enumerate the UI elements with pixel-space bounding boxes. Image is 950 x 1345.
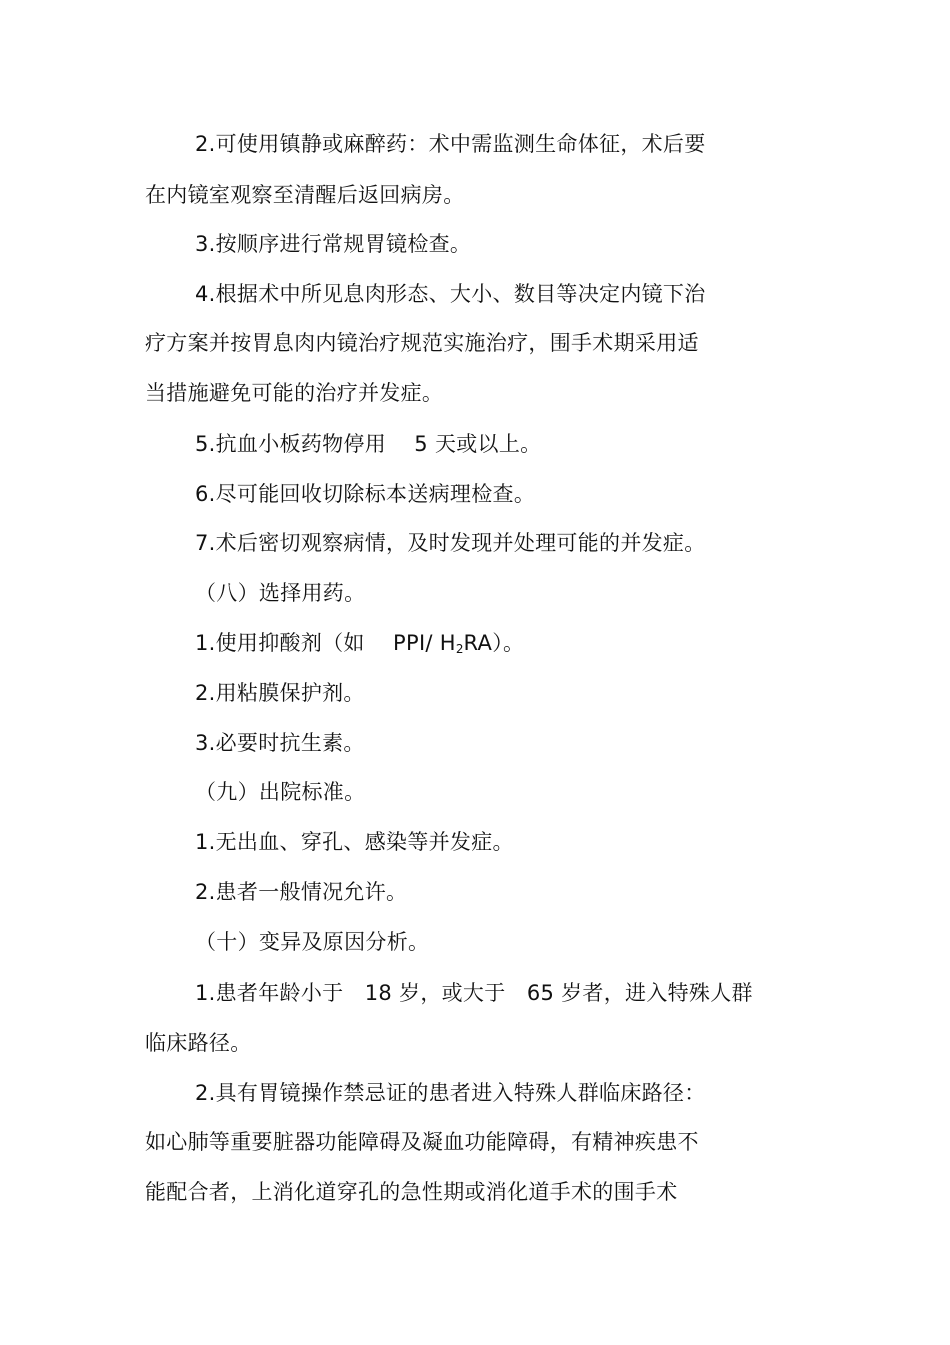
drug-line-prefix: 1.使用抑酸剂（如 PPI/ H <box>195 631 456 655</box>
paragraph-line: 1.患者年龄小于 18 岁，或大于 65 岁者，进入特殊人群 <box>195 981 753 1005</box>
paragraph-line: 能配合者，上消化道穿孔的急性期或消化道手术的围手术 <box>145 1180 678 1204</box>
paragraph-line: 疗方案并按胃息肉内镜治疗规范实施治疗，围手术期采用适 <box>145 331 699 355</box>
paragraph-line: 1.无出血、穿孔、感染等并发症。 <box>195 830 514 854</box>
paragraph-line: 3.必要时抗生素。 <box>195 731 365 755</box>
paragraph-line: 3.按顺序进行常规胃镜检查。 <box>195 232 472 256</box>
paragraph-line: 临床路径。 <box>145 1031 252 1055</box>
paragraph-line: 在内镜室观察至清醒后返回病房。 <box>145 183 465 207</box>
paragraph-line: 5.抗血小板药物停用 5 天或以上。 <box>195 432 542 456</box>
paragraph-line: 4.根据术中所见息肉形态、大小、数目等决定内镜下治 <box>195 282 706 306</box>
section-heading: （九）出院标准。 <box>195 780 366 804</box>
paragraph-line: 当措施避免可能的治疗并发症。 <box>145 381 444 405</box>
paragraph-line <box>195 628 524 664</box>
drug-line-suffix: RA）。 <box>463 631 525 655</box>
paragraph-line: 6.尽可能回收切除标本送病理检查。 <box>195 482 536 506</box>
section-heading: （八）选择用药。 <box>195 581 366 605</box>
paragraph-line: 2.患者一般情况允许。 <box>195 880 408 904</box>
paragraph-line: 2.具有胃镜操作禁忌证的患者进入特殊人群临床路径： <box>195 1081 706 1105</box>
section-heading: （十）变异及原因分析。 <box>195 930 430 954</box>
paragraph-line: 如心肺等重要脏器功能障碍及凝血功能障碍，有精神疾患不 <box>145 1130 699 1154</box>
paragraph-line: 2.用粘膜保护剂。 <box>195 681 365 705</box>
drug-line-subscript: 2 <box>455 642 464 656</box>
paragraph-line: 2.可使用镇静或麻醉药：术中需监测生命体征，术后要 <box>195 132 706 156</box>
paragraph-line: 7.术后密切观察病情，及时发现并处理可能的并发症。 <box>195 531 706 555</box>
